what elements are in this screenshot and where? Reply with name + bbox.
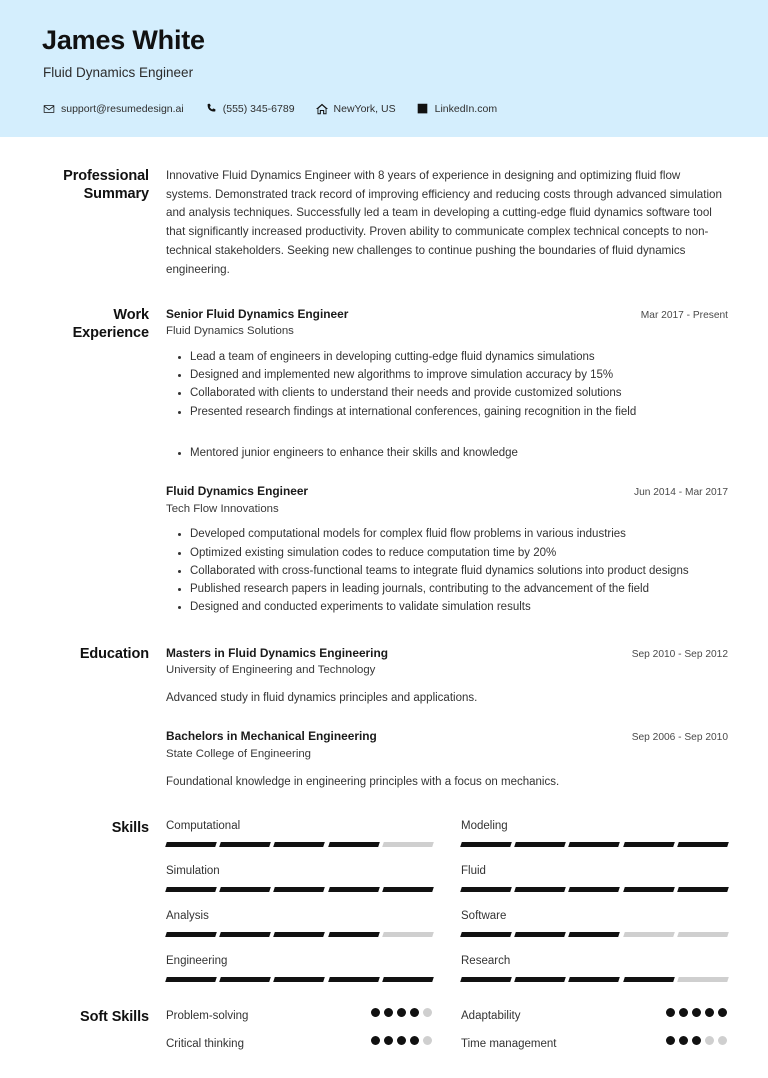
soft-skill-name: Adaptability [461, 1009, 521, 1022]
skill-item [461, 954, 728, 982]
skill-name: Simulation [166, 864, 220, 877]
skill-bar-segment [623, 842, 675, 847]
rating-dot [423, 1008, 432, 1017]
skill-bar-segment [382, 842, 434, 847]
rating-dot [384, 1036, 393, 1045]
skill-bar-segment [165, 932, 217, 937]
section-professional-summary [40, 167, 728, 280]
education-school: University of Engineering and Technology [166, 664, 376, 677]
section-skills [40, 819, 728, 982]
skill-bar-segment [219, 977, 271, 982]
contact-text: LinkedIn.com [434, 102, 498, 115]
skill-level-bar [166, 887, 433, 892]
skill-item [461, 909, 728, 937]
soft-skill-rating [371, 1036, 433, 1045]
list-item: Optimized existing simulation codes to reduce computation time by 20% [190, 545, 728, 562]
skill-bar-segment [219, 887, 271, 892]
education-description: Advanced study in fluid dynamics principles and applications. [166, 691, 478, 704]
section-label-education: Education [79, 645, 149, 662]
skill-bar-segment [623, 932, 675, 937]
contact-item-home[interactable] [316, 103, 396, 115]
soft-skill-name: Time management [461, 1038, 557, 1051]
rating-dot [718, 1036, 727, 1045]
education-school: State College of Engineering [166, 747, 312, 760]
experience-role: Senior Fluid Dynamics Engineer [166, 306, 349, 321]
soft-skill-item [166, 1008, 433, 1024]
list-item: Designed and conducted experiments to validate simulation results [190, 599, 728, 616]
education-date: Sep 2010 - Sep 2012 [631, 648, 728, 660]
section-label-soft-skills: Soft Skills [80, 1008, 149, 1025]
experience-date: Mar 2017 - Present [640, 309, 728, 321]
rating-dot [397, 1036, 406, 1045]
experience-entry [166, 483, 728, 617]
skill-bar-segment [514, 887, 566, 892]
experience-organization: Fluid Dynamics Solutions [166, 325, 294, 338]
skill-bar-segment [514, 977, 566, 982]
soft-skill-name: Problem-solving [166, 1009, 249, 1022]
education-entry-head [166, 728, 728, 745]
skills-body [166, 819, 728, 982]
skill-bar-segment [677, 842, 729, 847]
skill-level-bar [461, 842, 728, 847]
skill-bar-segment [460, 842, 512, 847]
experience-organization: Tech Flow Innovations [166, 502, 279, 515]
rating-dot [423, 1036, 432, 1045]
skill-level-bar [166, 977, 433, 982]
soft-skills-body [166, 1008, 728, 1053]
phone-icon [205, 103, 217, 115]
skill-bar-segment [328, 887, 380, 892]
soft-skills-grid [166, 1008, 728, 1053]
skill-name: Modeling [461, 819, 508, 832]
rating-dot [666, 1036, 675, 1045]
home-icon [316, 103, 328, 115]
experience-role: Fluid Dynamics Engineer [166, 484, 309, 499]
envelope-icon [43, 103, 55, 115]
skill-bar-segment [274, 887, 326, 892]
skill-bar-segment [165, 887, 217, 892]
skill-name: Computational [166, 819, 241, 832]
education-degree: Masters in Fluid Dynamics Engineering [166, 645, 389, 660]
soft-skill-name: Critical thinking [166, 1038, 244, 1051]
experience-body [166, 306, 728, 619]
skill-bar-segment [219, 932, 271, 937]
section-soft-skills [40, 1008, 728, 1053]
skill-bar-segment [460, 977, 512, 982]
skill-bar-segment [274, 842, 326, 847]
education-entry-head [166, 645, 728, 662]
skill-bar-segment [677, 887, 729, 892]
resume-header [0, 0, 768, 137]
contact-item-envelope[interactable] [43, 103, 184, 115]
skill-bar-segment [219, 842, 271, 847]
education-date: Sep 2006 - Sep 2010 [631, 732, 728, 744]
skill-bar-segment [514, 932, 566, 937]
skill-bar-segment [165, 842, 217, 847]
summary-text: Innovative Fluid Dynamics Engineer with 8 years of experience in designing and optimizing fluid flow systems. Demonstrated track record of improving efficiency and reducing costs through advanced simulation and analysis techniques. Successfully led a team in developing a cutting-edge fluid dynamics software tool that significantly increased productivity. Proven ability to communicate complex technical concepts to non-technical stakeholders. Seeking new challenges to continue pushing the boundaries of fluid dynamics engineering. [166, 168, 722, 276]
skill-bar-segment [569, 977, 621, 982]
skill-bar-segment [328, 932, 380, 937]
skill-bar-segment [514, 842, 566, 847]
experience-entry [166, 306, 728, 463]
skill-bar-segment [328, 977, 380, 982]
experience-bullet-list [166, 526, 728, 616]
skill-bar-segment [165, 977, 217, 982]
soft-skill-rating [666, 1008, 728, 1017]
skill-bar-segment [623, 887, 675, 892]
soft-skill-item [461, 1036, 728, 1052]
section-label-skills: Skills [111, 819, 149, 836]
experience-entry-head [166, 483, 728, 500]
rating-dot [410, 1008, 419, 1017]
education-entry [166, 728, 728, 791]
summary-body [166, 167, 728, 280]
rating-dot [410, 1036, 419, 1045]
section-label-experience: Work Experience [72, 306, 149, 342]
skill-bar-segment [569, 887, 621, 892]
skill-item [461, 819, 728, 847]
page-title: James White [42, 25, 205, 55]
skill-item [166, 909, 433, 937]
skill-item [166, 819, 433, 847]
skill-bar-segment [274, 977, 326, 982]
rating-dot [692, 1036, 701, 1045]
soft-skill-item [461, 1008, 728, 1024]
list-item: Mentored junior engineers to enhance their skills and knowledge [190, 445, 728, 462]
skill-bar-segment [623, 977, 675, 982]
skill-level-bar [166, 932, 433, 937]
rating-dot [692, 1008, 701, 1017]
education-body [166, 645, 728, 793]
list-item: Designed and implemented new algorithms to improve simulation accuracy by 15% [190, 367, 728, 384]
rating-dot [371, 1008, 380, 1017]
skill-bar-segment [460, 887, 512, 892]
education-degree: Bachelors in Mechanical Engineering [166, 729, 377, 744]
soft-skill-rating [371, 1008, 433, 1017]
experience-date: Jun 2014 - Mar 2017 [633, 487, 728, 499]
education-description: Foundational knowledge in engineering principles with a focus on mechanics. [166, 775, 560, 788]
linkedin-icon [417, 103, 429, 115]
skill-level-bar [461, 887, 728, 892]
skill-item [461, 864, 728, 892]
skill-bar-segment [274, 932, 326, 937]
skill-level-bar [166, 842, 433, 847]
skill-bar-segment [569, 842, 621, 847]
list-item: Developed computational models for complex fluid flow problems in various industries [190, 526, 728, 543]
list-item: Published research papers in leading journals, contributing to the advancement of the field [190, 581, 728, 598]
section-work-experience [40, 306, 728, 619]
skill-bar-segment [382, 977, 434, 982]
skill-bar-segment [328, 842, 380, 847]
experience-bullet-list [166, 349, 728, 462]
skill-name: Software [461, 909, 507, 922]
skill-name: Engineering [166, 954, 228, 967]
rating-dot [679, 1036, 688, 1045]
rating-dot [705, 1036, 714, 1045]
skill-name: Research [461, 954, 511, 967]
list-item: Presented research findings at international conferences, gaining recognition in the field [190, 404, 728, 421]
rating-dot [679, 1008, 688, 1017]
experience-entry-head [166, 306, 728, 323]
skill-bar-segment [382, 887, 434, 892]
skill-item [166, 864, 433, 892]
rating-dot [666, 1008, 675, 1017]
skill-level-bar [461, 932, 728, 937]
list-item: Collaborated with clients to understand their needs and provide customized solutions [190, 385, 728, 402]
soft-skill-rating [666, 1036, 728, 1045]
skill-bar-segment [382, 932, 434, 937]
skill-bar-segment [677, 977, 729, 982]
skill-bar-segment [569, 932, 621, 937]
header-job-title: Fluid Dynamics Engineer [43, 64, 194, 80]
skill-bar-segment [460, 932, 512, 937]
resume-body [0, 167, 768, 1053]
section-label-summary: Professional Summary [63, 167, 149, 203]
education-entry [166, 645, 728, 708]
skill-item [166, 954, 433, 982]
skill-level-bar [461, 977, 728, 982]
rating-dot [718, 1008, 727, 1017]
skill-bar-segment [677, 932, 729, 937]
list-item: Lead a team of engineers in developing cutting-edge fluid dynamics simulations [190, 349, 728, 366]
soft-skill-item [166, 1036, 433, 1052]
list-item: Collaborated with cross-functional teams to integrate fluid dynamics solutions into product designs [190, 563, 728, 580]
skill-name: Fluid [461, 864, 486, 877]
rating-dot [705, 1008, 714, 1017]
skills-grid [166, 819, 728, 982]
contact-row [43, 103, 728, 115]
rating-dot [397, 1008, 406, 1017]
contact-text: NewYork, US [333, 102, 396, 115]
section-education [40, 645, 728, 793]
rating-dot [384, 1008, 393, 1017]
contact-text: support@resumedesign.ai [61, 102, 184, 115]
contact-text: (555) 345-6789 [222, 102, 295, 115]
rating-dot [371, 1036, 380, 1045]
contact-item-linkedin[interactable] [417, 103, 497, 115]
skill-name: Analysis [166, 909, 209, 922]
contact-item-phone[interactable] [205, 103, 295, 115]
